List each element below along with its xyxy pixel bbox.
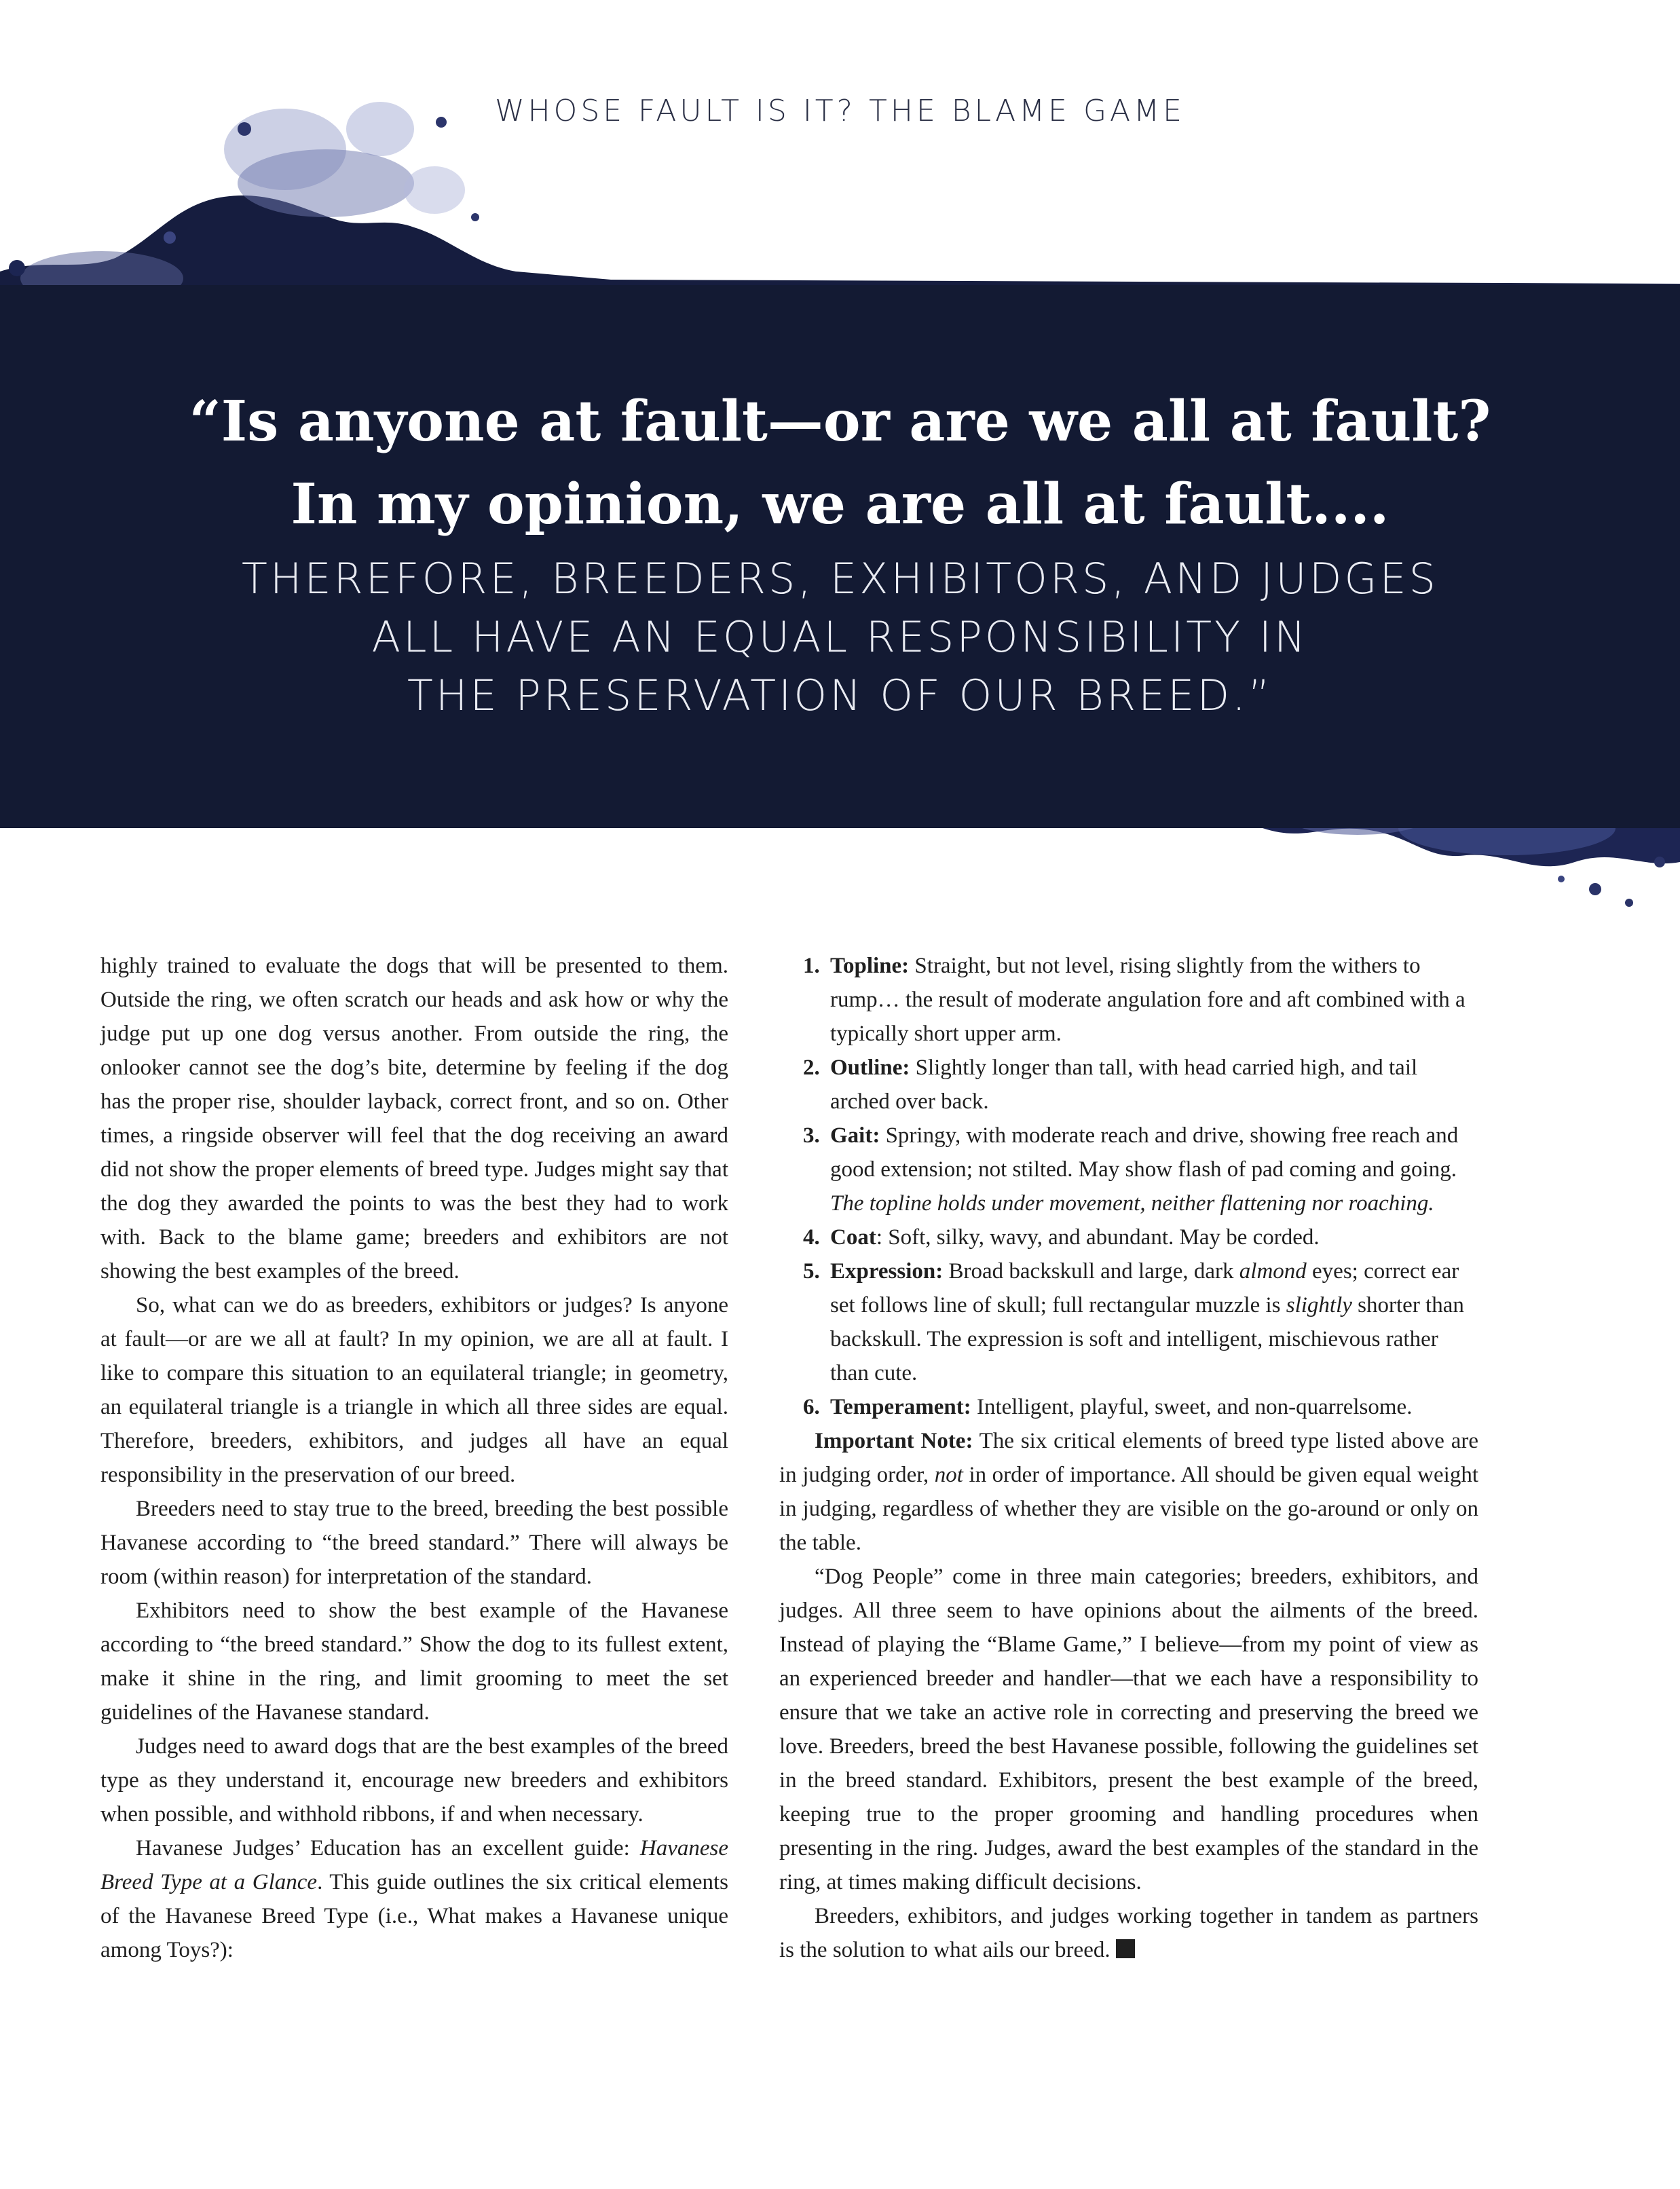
item-term: Gait: xyxy=(830,1123,880,1148)
left-paragraph-4: Exhibitors need to show the best example of the Havanese according to “the breed standard.” Show the dog to its fullest extent, make it shine in the ring, and limit grooming to meet the set guidelines of the Havanese standard. xyxy=(100,1598,728,1725)
list-item xyxy=(803,949,1478,1051)
pull-quote xyxy=(0,380,1680,725)
list-item xyxy=(803,1254,1478,1390)
closing-text: Breeders, exhibitors, and judges working together in tandem as partners is the solution to what ails our breed. xyxy=(779,1904,1478,1962)
item-number: 3. xyxy=(803,1123,820,1148)
item-text: eyes; correct ear set follows line of skull; full rectangular muzzle is xyxy=(830,1259,1459,1317)
item-italic: The topline holds under movement, neither flattening nor roaching. xyxy=(830,1191,1434,1216)
running-head: WHOSE FAULT IS IT? THE BLAME GAME xyxy=(495,94,1185,128)
left-paragraph-1: highly trained to evaluate the dogs that will be presented to them. Outside the ring, we often scratch our heads and ask how or why the judge put up one dog versus another. From outside the ring, the onlooker cannot see the dog’s bite, determine by feeling if the dog has the proper rise, shoulder layback, correct front, and so on. Other times, a ringside observer will feel that the dog receiving an award did not show the proper elements of breed type. Judges might say that the dog they awarded the points to was the best they had to work with. Back to the blame game; breeders and exhibitors are not showing the best examples of the breed. xyxy=(100,954,728,1284)
item-term: Topline: xyxy=(830,954,910,978)
important-note xyxy=(779,1424,1478,1560)
item-term: Outline: xyxy=(830,1055,910,1080)
pull-quote-line-1: “Is anyone at fault—or are we all at fault? xyxy=(189,389,1491,454)
item-number: 4. xyxy=(803,1225,820,1250)
list-item xyxy=(803,1119,1478,1220)
pull-quote-sub-1: THEREFORE, BREEDERS, EXHIBITORS, AND JUDGES xyxy=(241,554,1439,603)
pull-quote-line-2: In my opinion, we are all at fault.... xyxy=(291,472,1389,537)
item-term: Coat xyxy=(830,1225,876,1250)
right-paragraph-2: “Dog People” come in three main categories; breeders, exhibitors, and judges. All three seem to have opinions about the ailments of the breed. Instead of playing the “Blame Game,” I believe—from my point of view as an experienced breeder and handler—that we each have a responsibility to ensure that we take an active role in correcting and preserving the breed we love. Breeders, breed the best Havanese possible, following the guidelines set in the breed standard. Exhibitors, present the best example of the breed, keeping true to the proper grooming and handling procedures when presenting in the ring. Judges, award the best examples of the standard in the ring, at times making difficult decisions. xyxy=(779,1565,1478,1894)
item-number: 6. xyxy=(803,1395,820,1419)
item-text: shorter than backskull. The expression is soft and intelligent, mischievous rather than cute. xyxy=(830,1293,1464,1385)
left-paragraph-3: Breeders need to stay true to the breed, breeding the best possible Havanese according to “the breed standard.” There will always be room (within reason) for interpretation of the standard. xyxy=(100,1497,728,1589)
item-italic: almond xyxy=(1239,1259,1307,1284)
list-item xyxy=(803,1390,1478,1424)
item-term: Expression: xyxy=(830,1259,944,1284)
item-number: 2. xyxy=(803,1055,820,1080)
item-text: : Soft, silky, wavy, and abundant. May be corded. xyxy=(876,1225,1320,1250)
item-text: Intelligent, playful, sweet, and non-quarrelsome. xyxy=(971,1395,1413,1419)
guide-description: . This guide outlines the six critical elements of the Havanese Breed Type (i.e., What makes a Havanese unique among Toys?): xyxy=(100,1870,728,1962)
ink-splash-top xyxy=(0,102,1680,305)
item-number: 1. xyxy=(803,954,820,978)
left-paragraph-2: So, what can we do as breeders, exhibitors or judges? Is anyone at fault—or are we all at fault? In my opinion, we are all at fault. I like to compare this situation to an equilateral triangle; in geometry, an equilateral triangle is a triangle in which all three sides are equal. Therefore, breeders, exhibitors, and judges all have an equal responsibility in the preservation of our breed. xyxy=(100,1293,728,1487)
guide-intro: Havanese Judges’ Education has an excellent guide: xyxy=(136,1836,640,1860)
left-paragraph-5: Judges need to award dogs that are the best examples of the breed type as they understand it, encourage new breeders and exhibitors when possible, and withhold ribbons, if and when necessary. xyxy=(100,1734,728,1827)
list-item xyxy=(803,1220,1478,1254)
right-paragraph-3 xyxy=(779,1899,1478,1967)
note-italic: not xyxy=(934,1463,963,1487)
left-column xyxy=(100,949,728,1967)
item-text: Springy, with moderate reach and drive, showing free reach and good extension; not stilted. May show flash of pad coming and going. xyxy=(830,1123,1459,1182)
item-text: Broad backskull and large, dark xyxy=(943,1259,1239,1284)
pull-quote-sub-2: ALL HAVE AN EQUAL RESPONSIBILITY IN xyxy=(371,612,1309,662)
pull-quote-sub-3: THE PRESERVATION OF OUR BREED.” xyxy=(407,671,1273,720)
left-paragraph-6 xyxy=(100,1831,728,1967)
end-mark xyxy=(1116,1939,1135,1958)
item-term: Temperament: xyxy=(830,1395,971,1419)
note-text: The six critical elements of breed type listed above are in judging order, xyxy=(779,1429,1478,1487)
guide-title: Havanese Breed Type at a Glance xyxy=(100,1836,728,1894)
note-label: Important Note: xyxy=(815,1429,973,1453)
item-italic: slightly xyxy=(1286,1293,1352,1317)
item-number: 5. xyxy=(803,1259,820,1284)
item-text: Slightly longer than tall, with head carried high, and tail arched over back. xyxy=(830,1055,1418,1114)
item-text: Straight, but not level, rising slightly from the withers to rump… the result of moderate angulation fore and aft combined with a typically short upper arm. xyxy=(830,954,1466,1046)
note-text: in order of importance. All should be given equal weight in judging, regardless of whether they are visible on the go-around or only on the table. xyxy=(779,1463,1478,1555)
right-column xyxy=(779,949,1478,1967)
list-item xyxy=(803,1051,1478,1119)
breed-type-list xyxy=(779,949,1478,1424)
